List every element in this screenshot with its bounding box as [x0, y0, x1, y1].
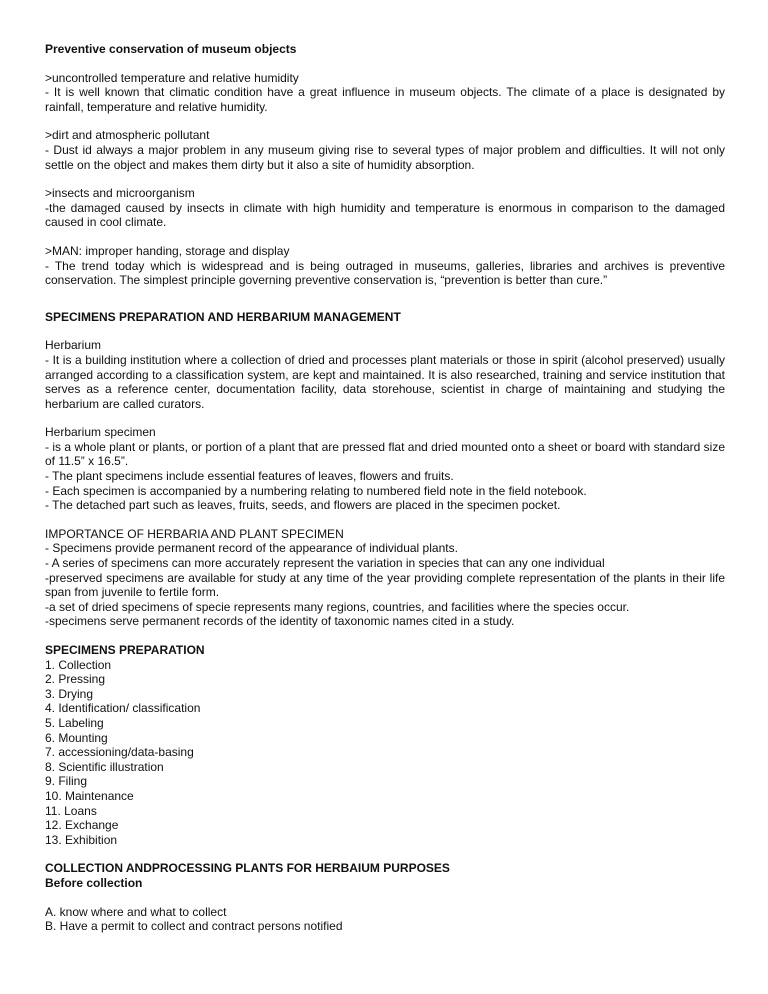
list-item: 3. Drying [45, 686, 94, 701]
conservation-item [45, 128, 725, 172]
specimen-line: - The detached part such as leaves, fruits, seeds, and flowers are placed in the specimen pocket. [45, 498, 561, 513]
conservation-item [45, 244, 725, 288]
conservation-heading: >MAN: improper handing, storage and display [45, 243, 290, 258]
conservation-text: - The trend today which is widespread and is being outraged in museums, galleries, libraries and archives is preventive conservation. The simplest principle governing preventive conservation is, “prevention is better than cure.” [45, 258, 725, 288]
list-item: 13. Exhibition [45, 832, 118, 847]
herbarium-text: - It is a building institution where a collection of dried and processes plant materials or those in spirit (alcohol preserved) usually arranged according to a classification system, are kept and maintained. It is also researched, training and service institution that serves as a reference center, documentation facility, data storehouse, scientist in charge of maintaining and studying the herbarium are called curators. [45, 352, 725, 411]
conservation-item [45, 186, 725, 230]
list-item: 1. Collection [45, 657, 112, 672]
list-item: 10. Maintenance [45, 788, 134, 803]
list-item: 8. Scientific illustration [45, 759, 164, 774]
importance-label: IMPORTANCE OF HERBARIA AND PLANT SPECIMEN [45, 526, 344, 541]
collection-item: B. Have a permit to collect and contract persons notified [45, 919, 343, 934]
importance-line: -preserved specimens are available for study at any time of the year providing complete representation of the plants in their life span from juvenile to fertile form. [45, 570, 725, 600]
conservation-text: -the damaged caused by insects in climate with high humidity and temperature is enormous in comparison to the damaged caused in cool climate. [45, 200, 725, 230]
conservation-item [45, 71, 725, 115]
list-item: 5. Labeling [45, 715, 104, 730]
specimen-line: - The plant specimens include essential features of leaves, flowers and fruits. [45, 469, 454, 484]
importance-line: - Specimens provide permanent record of the appearance of individual plants. [45, 541, 458, 556]
importance-section [45, 527, 725, 629]
importance-line: - A series of specimens can more accurately represent the variation in species that can any one individual [45, 556, 605, 571]
list-item: 7. accessioning/data-basing [45, 745, 194, 760]
specimen-label: Herbarium specimen [45, 425, 156, 440]
specimen-line: - Each specimen is accompanied by a numbering relating to numbered field note in the field notebook. [45, 483, 587, 498]
list-item: 4. Identification/ classification [45, 701, 201, 716]
herbarium-specimen [45, 425, 725, 513]
conservation-text: - It is well known that climatic condition have a great influence in museum objects. The climate of a place is designated by rainfall, temperature and relative humidity. [45, 85, 725, 114]
specimen-line: - is a whole plant or plants, or portion of a plant that are pressed flat and dried mounted onto a sheet or board with standard size of 11.5” x 16.5”. [45, 439, 725, 469]
collection-subheading: Before collection [45, 875, 143, 890]
document-body [45, 42, 725, 934]
section-heading: SPECIMENS PREPARATION AND HERBARIUM MANAGEMENT [45, 309, 401, 324]
preparation-heading: SPECIMENS PREPARATION [45, 643, 205, 657]
conservation-text: - Dust id always a major problem in any museum giving rise to several types of major problem and difficulties. It will not only settle on the object and makes them dirty but it also a site of humidity absorption. [45, 142, 725, 172]
importance-line: -a set of dried specimens of specie represents many regions, countries, and facilities where the species occur. [45, 599, 630, 614]
list-item: 11. Loans [45, 803, 97, 818]
preparation-steps [45, 658, 725, 848]
conservation-heading: >dirt and atmospheric pollutant [45, 128, 210, 143]
herbarium-label: Herbarium [45, 338, 102, 353]
list-item: 2. Pressing [45, 672, 106, 687]
list-item: 9. Filing [45, 774, 88, 789]
conservation-heading: >insects and microorganism [45, 186, 195, 201]
herbarium-definition [45, 338, 725, 411]
list-item: 12. Exchange [45, 818, 119, 833]
importance-line: -specimens serve permanent records of the identity of taxonomic names cited in a study. [45, 614, 515, 629]
list-item: 6. Mounting [45, 730, 108, 745]
conservation-heading: >uncontrolled temperature and relative humidity [45, 70, 299, 85]
document-title: Preventive conservation of museum objects [45, 42, 297, 56]
collection-item: A. know where and what to collect [45, 904, 227, 919]
collection-heading: COLLECTION ANDPROCESSING PLANTS FOR HERBAIUM PURPOSES [45, 861, 450, 876]
